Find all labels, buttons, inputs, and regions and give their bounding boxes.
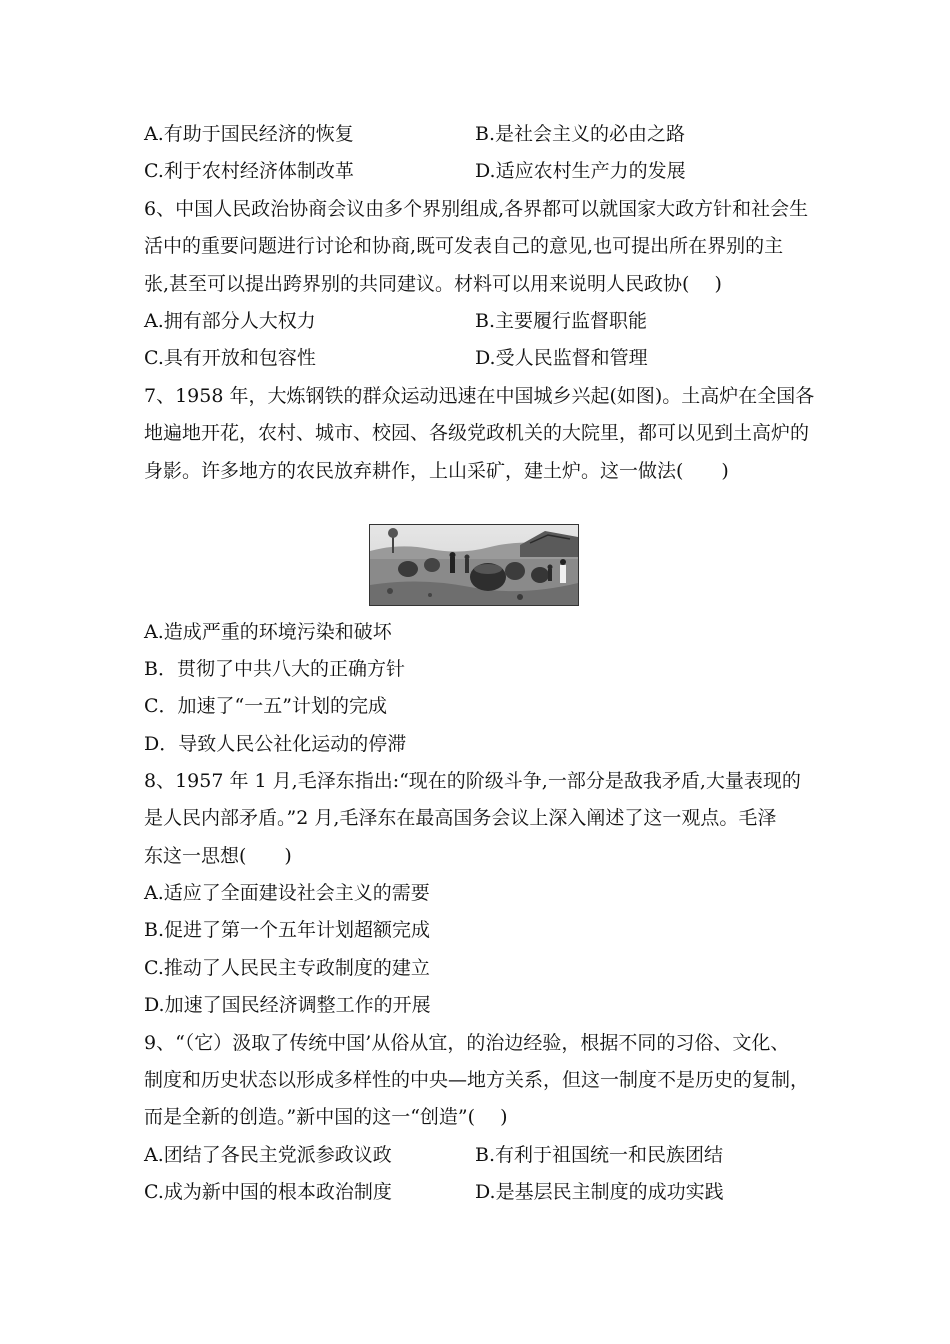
q8-stem-line-2: 是人民内部矛盾。”2 月,毛泽东在最高国务会议上深入阐述了这一观点。毛泽	[144, 807, 777, 829]
q8-option-b: B.促进了第一个五年计划超额完成	[144, 919, 431, 941]
q7-option-c: C．加速了“一五”计划的完成	[144, 695, 387, 717]
q6-option-c: C.具有开放和包容性	[144, 347, 316, 369]
q9-stem-line-3: 而是全新的创造。”新中国的这一“创造”( )	[144, 1106, 508, 1128]
q7-option-b: B．贯彻了中共八大的正确方针	[144, 658, 405, 680]
q9-option-c: C.成为新中国的根本政治制度	[144, 1181, 392, 1203]
q7-stem-line-3: 身影。许多地方的农民放弃耕作，上山采矿，建土炉。这一做法( )	[144, 460, 729, 482]
q8-stem-line-3: 东这一思想( )	[144, 845, 292, 867]
q5-option-b: B.是社会主义的必由之路	[475, 123, 686, 145]
q5-option-d: D.适应农村生产力的发展	[475, 160, 686, 182]
q8-option-d: D.加速了国民经济调整工作的开展	[144, 994, 431, 1016]
q7-option-a: A.造成严重的环境污染和破坏	[144, 621, 392, 643]
q5-option-c: C.利于农村经济体制改革	[144, 160, 354, 182]
q9-stem-line-1: 9、“（它）汲取了传统中国’从俗从宜，的治边经验，根据不同的习俗、文化、	[144, 1032, 790, 1054]
q5-option-a: A.有助于国民经济的恢复	[144, 123, 354, 145]
q9-option-b: B.有利于祖国统一和民族团结	[475, 1144, 724, 1166]
steelmaking-photo	[369, 524, 579, 606]
q9-option-a: A.团结了各民主党派参政议政	[144, 1144, 392, 1166]
q7-stem-line-1: 7、1958 年，大炼钢铁的群众运动迅速在中国城乡兴起(如图)。土高炉在全国各	[144, 385, 815, 407]
q6-stem-line-3: 张,甚至可以提出跨界别的共同建议。材料可以用来说明人民政协( )	[144, 273, 722, 295]
q6-stem-line-1: 6、中国人民政治协商会议由多个界别组成,各界都可以就国家大政方针和社会生	[144, 198, 809, 220]
q9-option-d: D.是基层民主制度的成功实践	[475, 1181, 724, 1203]
q6-option-d: D.受人民监督和管理	[475, 347, 648, 369]
furnace-scene-illustration	[370, 525, 578, 605]
q6-stem-line-2: 活中的重要问题进行讨论和协商,既可发表自己的意见,也可提出所在界别的主	[144, 235, 784, 257]
q6-option-b: B.主要履行监督职能	[475, 310, 648, 332]
q8-option-c: C.推动了人民民主专政制度的建立	[144, 957, 430, 979]
q8-option-a: A.适应了全面建设社会主义的需要	[144, 882, 430, 904]
q8-stem-line-1: 8、1957 年 1 月,毛泽东指出:“现在的阶级斗争,一部分是敌我矛盾,大量表现的	[144, 770, 801, 792]
q7-stem-line-2: 地遍地开花，农村、城市、校园、各级党政机关的大院里，都可以见到土高炉的	[144, 422, 810, 444]
q9-stem-line-2: 制度和历史状态以形成多样性的中央—地方关系，但这一制度不是历史的复制，	[144, 1069, 810, 1091]
q6-option-a: A.拥有部分人大权力	[144, 310, 316, 332]
q7-option-d: D．导致人民公社化运动的停滞	[144, 733, 407, 755]
